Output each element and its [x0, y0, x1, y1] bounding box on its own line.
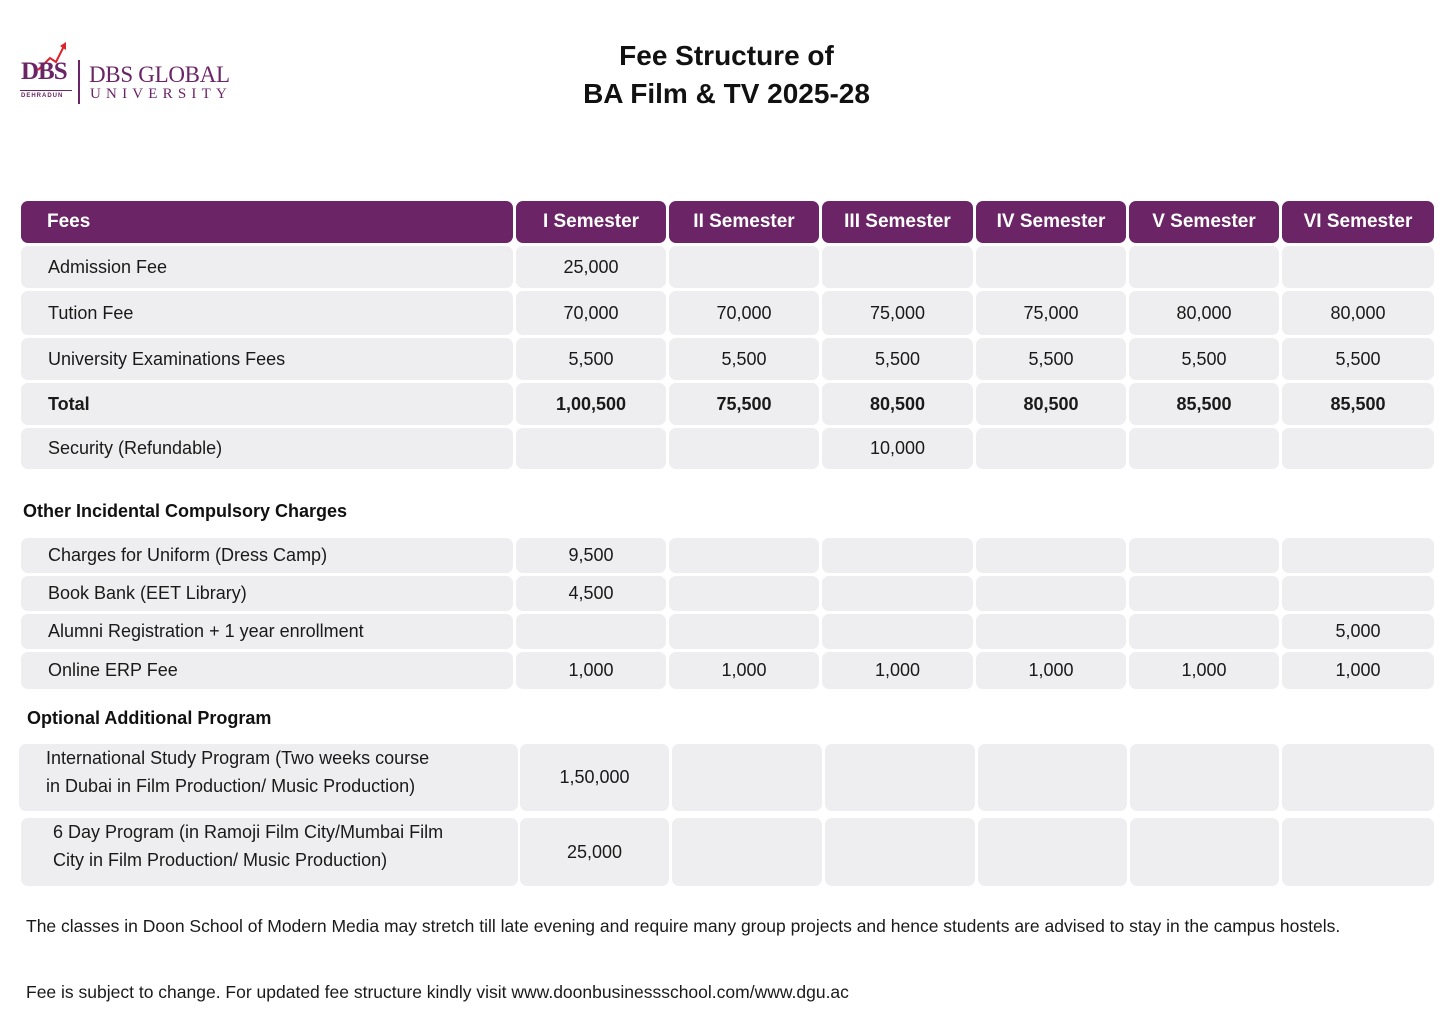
row-label: Book Bank (EET Library) — [21, 576, 513, 611]
row-value: 85,500 — [1282, 383, 1434, 425]
header-sem-1: I Semester — [516, 201, 666, 243]
logo-university: UNIVERSITY — [90, 86, 232, 102]
incidental-heading: Other Incidental Compulsory Charges — [23, 501, 348, 521]
header-sem-5: V Semester — [1129, 201, 1279, 243]
row-value — [669, 576, 819, 611]
row-value: 85,500 — [1129, 383, 1279, 425]
header-sem-2: II Semester — [669, 201, 819, 243]
row-value: 80,500 — [976, 383, 1126, 425]
row-value — [822, 538, 973, 573]
header-sem-3: III Semester — [822, 201, 973, 243]
row-label-line1: International Study Program (Two weeks course — [46, 748, 430, 768]
table-row — [21, 652, 1434, 689]
logo-name: DBS GLOBAL — [89, 62, 230, 87]
row-value: 70,000 — [669, 291, 819, 335]
row-label: Tution Fee — [21, 291, 513, 335]
row-label: Security (Refundable) — [21, 428, 513, 469]
row-value — [1129, 614, 1279, 649]
row-value: 10,000 — [822, 428, 973, 469]
row-value — [672, 818, 822, 886]
row-value: 5,500 — [1282, 338, 1434, 380]
row-value: 1,000 — [1129, 652, 1279, 689]
table-row — [21, 338, 1434, 380]
optional-heading: Optional Additional Program — [27, 708, 272, 728]
row-value — [1129, 428, 1279, 469]
row-value: 5,500 — [822, 338, 973, 380]
row-value — [1282, 576, 1434, 611]
row-value: 5,500 — [669, 338, 819, 380]
row-label: Admission Fee — [21, 246, 513, 288]
row-label-line2: in Dubai in Film Production/ Music Production) — [46, 776, 416, 796]
row-value — [976, 428, 1126, 469]
table-row — [21, 428, 1434, 469]
row-value: 1,000 — [1282, 652, 1434, 689]
row-value — [516, 614, 666, 649]
row-value: 75,500 — [669, 383, 819, 425]
row-value: 1,50,000 — [520, 744, 669, 811]
row-value — [516, 428, 666, 469]
row-value: 1,000 — [976, 652, 1126, 689]
table-row — [21, 576, 1434, 611]
header-fees: Fees — [21, 201, 513, 243]
row-value — [976, 538, 1126, 573]
row-value — [825, 744, 975, 811]
row-value — [669, 614, 819, 649]
row-value: 75,000 — [976, 291, 1126, 335]
page-title-line2: BA Film & TV 2025-28 — [583, 78, 870, 109]
row-value: 1,000 — [822, 652, 973, 689]
fee-change-note: Fee is subject to change. For updated fee structure kindly visit www.doonbusinessschool.com/www.dgu.ac — [26, 982, 849, 1002]
row-value: 70,000 — [516, 291, 666, 335]
row-value — [822, 576, 973, 611]
header-sem-6: VI Semester — [1282, 201, 1434, 243]
row-label-line2: City in Film Production/ Music Production) — [53, 850, 388, 870]
row-value — [822, 614, 973, 649]
row-value: 5,500 — [1129, 338, 1279, 380]
page-title-line1: Fee Structure of — [619, 40, 834, 71]
row-value: 80,500 — [822, 383, 973, 425]
logo-sub-text: DEHRADUN — [21, 93, 64, 99]
row-value — [1130, 818, 1279, 886]
row-value — [1282, 246, 1434, 288]
table-row — [21, 818, 1434, 886]
table-row — [21, 538, 1434, 573]
row-value — [976, 576, 1126, 611]
row-value — [976, 614, 1126, 649]
row-value — [1282, 538, 1434, 573]
classes-note: The classes in Doon School of Modern Media may stretch till late evening and require many group projects and hence students are advised to stay in the campus hostels. — [26, 916, 1341, 936]
row-label: University Examinations Fees — [21, 338, 513, 380]
row-value — [1129, 576, 1279, 611]
table-row — [21, 744, 1434, 811]
row-label — [19, 744, 518, 811]
row-value: 80,000 — [1129, 291, 1279, 335]
row-value — [976, 246, 1126, 288]
row-value: 9,500 — [516, 538, 666, 573]
row-label: Alumni Registration + 1 year enrollment — [21, 614, 513, 649]
row-value — [669, 428, 819, 469]
row-label-line1: 6 Day Program (in Ramoji Film City/Mumbai Film — [53, 822, 444, 842]
row-label: Online ERP Fee — [21, 652, 513, 689]
row-value — [1129, 538, 1279, 573]
table-row — [21, 614, 1434, 649]
row-value — [822, 246, 973, 288]
row-value: 1,000 — [669, 652, 819, 689]
row-value — [1282, 744, 1434, 811]
row-value — [669, 538, 819, 573]
row-value — [669, 246, 819, 288]
row-value: 25,000 — [516, 246, 666, 288]
header-sem-4: IV Semester — [976, 201, 1126, 243]
row-value: 80,000 — [1282, 291, 1434, 335]
table-row — [21, 291, 1434, 335]
row-value — [978, 744, 1127, 811]
row-value: 25,000 — [520, 818, 669, 886]
row-value: 75,000 — [822, 291, 973, 335]
row-value — [672, 744, 822, 811]
row-value: 1,00,500 — [516, 383, 666, 425]
row-value — [1129, 246, 1279, 288]
row-value: 5,000 — [1282, 614, 1434, 649]
row-label — [21, 818, 518, 886]
logo-mark-text: DBS — [21, 58, 67, 85]
row-value — [1282, 428, 1434, 469]
row-value: 4,500 — [516, 576, 666, 611]
table-row — [21, 246, 1434, 288]
row-value: 5,500 — [976, 338, 1126, 380]
row-value — [1130, 744, 1279, 811]
row-value — [825, 818, 975, 886]
total-row — [21, 383, 1434, 425]
row-value — [1282, 818, 1434, 886]
row-label: Charges for Uniform (Dress Camp) — [21, 538, 513, 573]
row-label: Total — [21, 383, 513, 425]
row-value: 5,500 — [516, 338, 666, 380]
row-value — [978, 818, 1127, 886]
row-value: 1,000 — [516, 652, 666, 689]
table-header-row — [21, 201, 1434, 243]
